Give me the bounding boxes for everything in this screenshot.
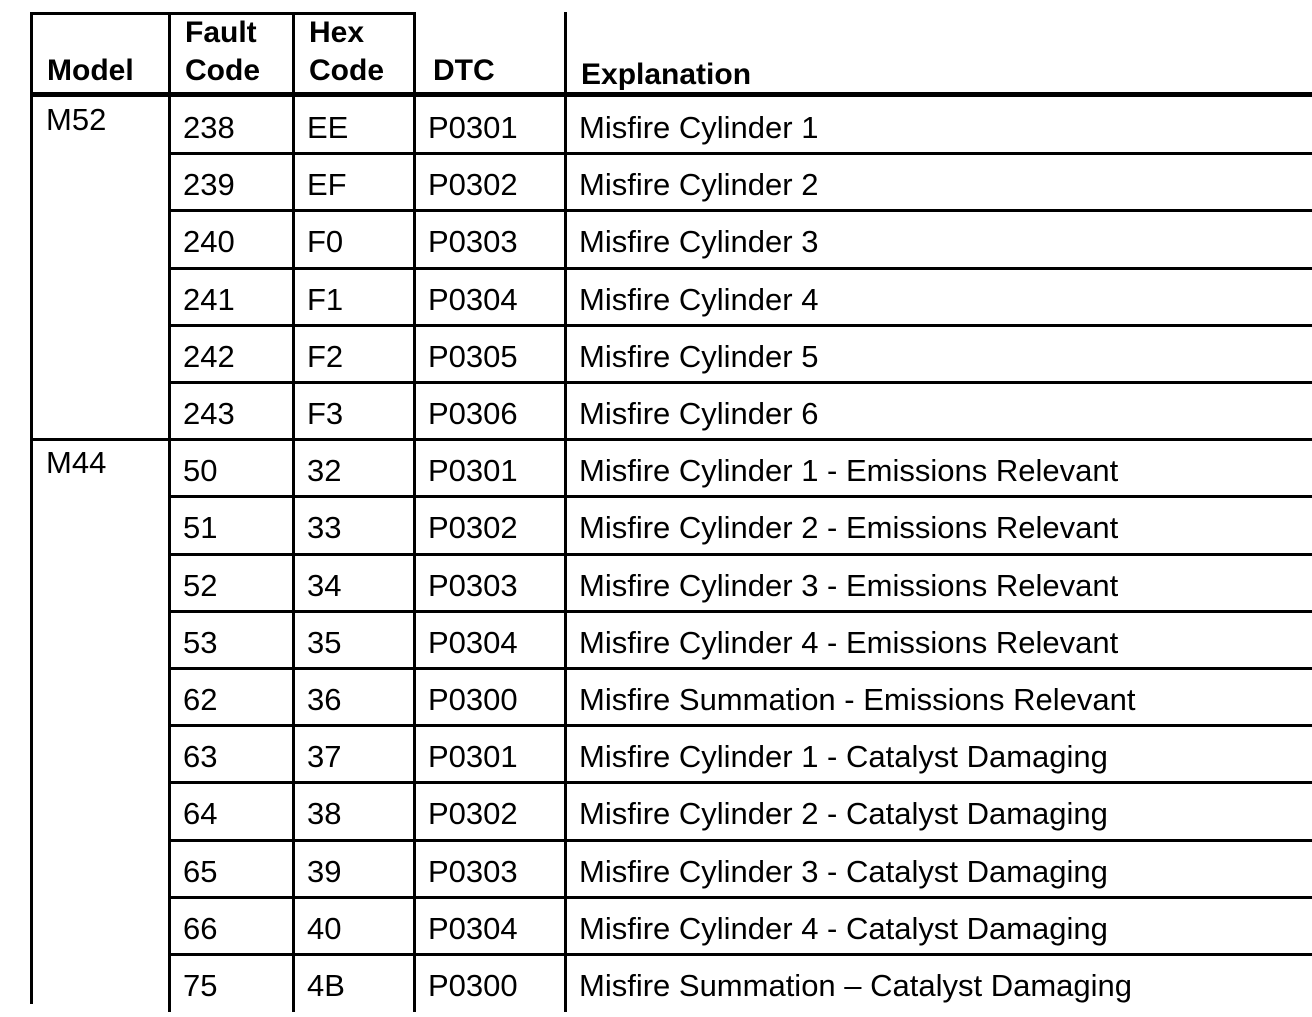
table-row bbox=[30, 97, 1312, 154]
column-divider bbox=[413, 154, 416, 211]
dtc-cell: P0306 bbox=[428, 396, 518, 431]
header-fault-code: Fault Code bbox=[185, 16, 260, 87]
column-divider bbox=[564, 269, 567, 326]
column-divider bbox=[564, 783, 567, 840]
column-divider bbox=[168, 841, 171, 898]
column-divider bbox=[168, 440, 171, 497]
column-divider bbox=[413, 211, 416, 268]
column-divider bbox=[413, 326, 416, 383]
dtc-cell: P0303 bbox=[428, 567, 518, 603]
fault-code-cell: 52 bbox=[183, 567, 218, 603]
column-divider bbox=[168, 497, 171, 554]
hex-code-cell: 36 bbox=[307, 682, 342, 717]
table-row bbox=[30, 440, 1312, 497]
column-divider bbox=[413, 383, 416, 440]
column-divider bbox=[292, 211, 295, 268]
hex-code-cell: F2 bbox=[307, 338, 344, 374]
column-divider bbox=[292, 154, 295, 211]
hex-code-cell: EE bbox=[307, 110, 349, 145]
column-divider bbox=[564, 555, 567, 612]
row-separator bbox=[168, 667, 1312, 670]
header-divider bbox=[564, 12, 567, 92]
fault-code-cell: 75 bbox=[183, 968, 218, 1003]
fault-code-cell: 51 bbox=[183, 510, 218, 546]
explanation-cell: Misfire Cylinder 4 - Catalyst Damaging bbox=[579, 910, 1108, 946]
dtc-cell: P0304 bbox=[428, 281, 518, 317]
column-divider bbox=[292, 440, 295, 497]
column-divider bbox=[168, 326, 171, 383]
hex-code-cell: F0 bbox=[307, 224, 344, 260]
column-divider bbox=[564, 726, 567, 783]
column-divider bbox=[413, 97, 416, 154]
fault-code-cell: 239 bbox=[183, 167, 235, 203]
fault-code-cell: 241 bbox=[183, 281, 235, 317]
header-divider bbox=[168, 12, 171, 92]
column-divider bbox=[292, 726, 295, 783]
column-divider bbox=[564, 326, 567, 383]
column-divider bbox=[564, 669, 567, 726]
dtc-cell: P0300 bbox=[428, 682, 518, 717]
column-divider bbox=[413, 898, 416, 955]
table-row bbox=[30, 841, 1312, 898]
column-divider bbox=[413, 726, 416, 783]
column-divider bbox=[168, 669, 171, 726]
column-divider bbox=[292, 497, 295, 554]
hex-code-cell: 35 bbox=[307, 624, 342, 660]
column-divider bbox=[168, 269, 171, 326]
dtc-cell: P0301 bbox=[428, 110, 518, 145]
row-separator bbox=[168, 781, 1312, 784]
row-separator bbox=[168, 610, 1312, 613]
column-divider bbox=[564, 383, 567, 440]
row-separator bbox=[168, 896, 1312, 899]
column-divider bbox=[168, 383, 171, 440]
model-label: M44 bbox=[46, 445, 107, 481]
table-row bbox=[30, 326, 1312, 383]
dtc-cell: P0304 bbox=[428, 910, 518, 946]
column-divider bbox=[292, 97, 295, 154]
row-separator bbox=[168, 267, 1312, 270]
row-separator bbox=[168, 381, 1312, 384]
hex-code-cell: F3 bbox=[307, 396, 344, 431]
hex-code-cell: 40 bbox=[307, 910, 342, 946]
explanation-cell: Misfire Cylinder 2 - Catalyst Damaging bbox=[579, 796, 1108, 832]
table-row bbox=[30, 726, 1312, 783]
hex-code-cell: 38 bbox=[307, 796, 342, 832]
fault-code-table bbox=[30, 12, 1312, 1004]
row-separator bbox=[168, 724, 1312, 727]
column-divider bbox=[564, 612, 567, 669]
row-separator bbox=[168, 553, 1312, 556]
model-label: M52 bbox=[46, 102, 107, 137]
column-divider bbox=[564, 841, 567, 898]
column-divider bbox=[292, 669, 295, 726]
fault-code-cell: 240 bbox=[183, 224, 235, 260]
hex-code-cell: 37 bbox=[307, 739, 342, 775]
hex-code-cell: 33 bbox=[307, 510, 342, 546]
column-divider bbox=[564, 97, 567, 154]
header-divider bbox=[292, 12, 295, 92]
column-divider bbox=[168, 154, 171, 211]
row-separator bbox=[168, 953, 1312, 956]
column-divider bbox=[292, 383, 295, 440]
row-separator bbox=[168, 324, 1312, 327]
explanation-cell: Misfire Cylinder 3 - Emissions Relevant bbox=[579, 567, 1119, 603]
fault-code-cell: 50 bbox=[183, 453, 218, 489]
column-divider bbox=[292, 783, 295, 840]
row-separator bbox=[168, 495, 1312, 498]
column-divider bbox=[564, 154, 567, 211]
column-divider bbox=[413, 555, 416, 612]
column-divider bbox=[292, 269, 295, 326]
explanation-cell: Misfire Cylinder 2 - Emissions Relevant bbox=[579, 510, 1119, 546]
hex-code-cell: 4B bbox=[307, 968, 345, 1003]
dtc-cell: P0302 bbox=[428, 796, 518, 832]
column-divider bbox=[564, 440, 567, 497]
table-row bbox=[30, 783, 1312, 840]
column-divider bbox=[292, 841, 295, 898]
column-divider bbox=[292, 612, 295, 669]
table-row bbox=[30, 555, 1312, 612]
fault-code-cell: 238 bbox=[183, 110, 235, 145]
explanation-cell: Misfire Cylinder 2 bbox=[579, 167, 819, 203]
hex-code-cell: 34 bbox=[307, 567, 342, 603]
column-divider bbox=[413, 783, 416, 840]
fault-code-cell: 63 bbox=[183, 739, 218, 775]
dtc-cell: P0302 bbox=[428, 510, 518, 546]
explanation-cell: Misfire Cylinder 3 - Catalyst Damaging bbox=[579, 853, 1108, 889]
explanation-cell: Misfire Cylinder 3 bbox=[579, 224, 819, 260]
explanation-cell: Misfire Summation - Emissions Relevant bbox=[579, 682, 1136, 717]
column-divider bbox=[413, 497, 416, 554]
explanation-cell: Misfire Cylinder 4 bbox=[579, 281, 819, 317]
fault-code-cell: 243 bbox=[183, 396, 235, 431]
row-separator bbox=[168, 152, 1312, 155]
fault-code-cell: 242 bbox=[183, 338, 235, 374]
row-separator bbox=[168, 839, 1312, 842]
dtc-cell: P0300 bbox=[428, 968, 518, 1003]
hex-code-cell: 32 bbox=[307, 453, 342, 489]
table-row bbox=[30, 211, 1312, 268]
dtc-cell: P0303 bbox=[428, 853, 518, 889]
column-divider bbox=[292, 326, 295, 383]
explanation-cell: Misfire Cylinder 1 - Emissions Relevant bbox=[579, 453, 1119, 489]
column-divider bbox=[292, 555, 295, 612]
column-divider bbox=[564, 898, 567, 955]
explanation-cell: Misfire Summation – Catalyst Damaging bbox=[579, 968, 1133, 1003]
fault-code-cell: 66 bbox=[183, 910, 218, 946]
table-row bbox=[30, 497, 1312, 554]
explanation-cell: Misfire Cylinder 1 bbox=[579, 110, 819, 145]
hex-code-cell: 39 bbox=[307, 853, 342, 889]
column-divider bbox=[564, 497, 567, 554]
explanation-cell: Misfire Cylinder 4 - Emissions Relevant bbox=[579, 624, 1119, 660]
fault-code-cell: 65 bbox=[183, 853, 218, 889]
column-divider bbox=[564, 211, 567, 268]
column-divider bbox=[168, 783, 171, 840]
column-divider bbox=[168, 555, 171, 612]
explanation-cell: Misfire Cylinder 5 bbox=[579, 338, 819, 374]
header-model: Model bbox=[47, 54, 134, 87]
fault-code-cell: 53 bbox=[183, 624, 218, 660]
column-divider bbox=[292, 898, 295, 955]
column-divider bbox=[168, 97, 171, 154]
fault-code-cell: 64 bbox=[183, 796, 218, 832]
fault-code-cell: 62 bbox=[183, 682, 218, 717]
row-separator bbox=[168, 209, 1312, 212]
dtc-cell: P0305 bbox=[428, 338, 518, 374]
column-divider bbox=[168, 211, 171, 268]
hex-code-cell: EF bbox=[307, 167, 347, 203]
table-row bbox=[30, 669, 1312, 726]
header-hex-code: Hex Code bbox=[309, 16, 384, 87]
column-divider bbox=[413, 669, 416, 726]
dtc-cell: P0303 bbox=[428, 224, 518, 260]
table-row bbox=[30, 154, 1312, 211]
dtc-cell: P0301 bbox=[428, 453, 518, 489]
explanation-cell: Misfire Cylinder 1 - Catalyst Damaging bbox=[579, 739, 1108, 775]
header-explanation: Explanation bbox=[581, 58, 752, 91]
hex-code-cell: F1 bbox=[307, 281, 344, 317]
column-divider bbox=[413, 841, 416, 898]
table-row bbox=[30, 612, 1312, 669]
table-row bbox=[30, 383, 1312, 440]
column-divider bbox=[413, 269, 416, 326]
column-divider bbox=[168, 898, 171, 955]
table-row bbox=[30, 898, 1312, 955]
column-divider bbox=[413, 440, 416, 497]
header-divider bbox=[413, 12, 416, 92]
explanation-cell: Misfire Cylinder 6 bbox=[579, 396, 819, 431]
dtc-cell: P0304 bbox=[428, 624, 518, 660]
column-divider bbox=[168, 612, 171, 669]
dtc-cell: P0301 bbox=[428, 739, 518, 775]
dtc-cell: P0302 bbox=[428, 167, 518, 203]
group-separator bbox=[30, 438, 1312, 441]
table-row bbox=[30, 269, 1312, 326]
header-dtc: DTC bbox=[433, 54, 495, 87]
column-divider bbox=[168, 726, 171, 783]
column-divider bbox=[413, 612, 416, 669]
